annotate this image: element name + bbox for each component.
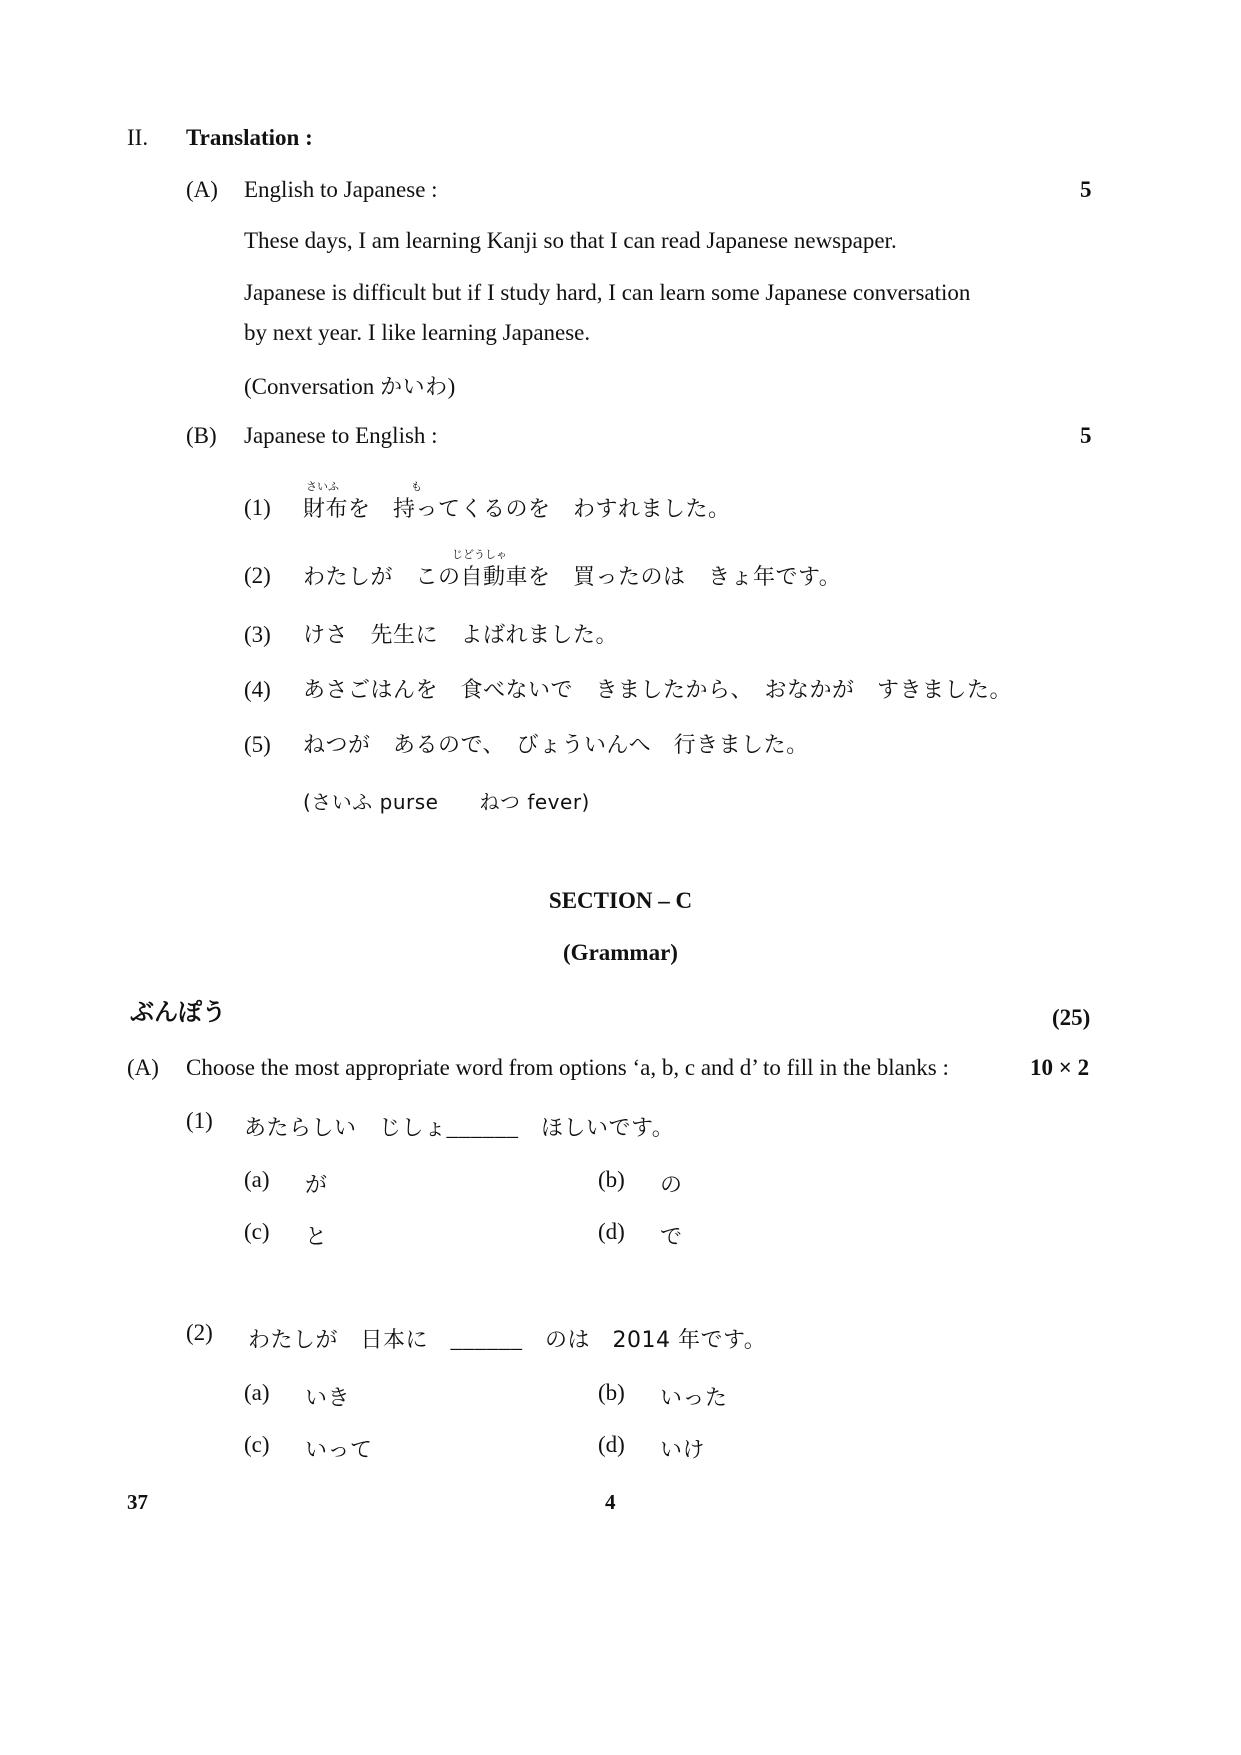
passage-line-2: Japanese is difficult but if I study hard, I can learn some Japanese conversation [244, 280, 971, 305]
furigana-jidousha: じどうしゃ [452, 548, 507, 561]
q1-option-a-label: (a) [244, 1167, 270, 1192]
grammar-part-a-marks: 10 × 2 [1030, 1055, 1090, 1080]
q1-option-d-text: で [660, 1225, 683, 1250]
furigana-mo: も [411, 480, 422, 493]
section-c-subtitle: (Grammar) [563, 940, 678, 965]
grammar-instruction: Choose the most appropriate word from options ‘a, b, c and d’ to fill in the blanks : [186, 1055, 949, 1080]
glossary: (さいふ purse ねつ fever) [303, 790, 590, 814]
q2-option-c-text: いって [305, 1438, 373, 1463]
q2-option-d-text: いけ [660, 1438, 706, 1463]
q1-option-a-text: が [305, 1173, 328, 1198]
q2-text-before: わたしが 日本に [248, 1328, 451, 1353]
furigana-saifu: さいふ [306, 480, 339, 493]
section-number: II. [127, 125, 149, 150]
b-item-3-text: けさ 先生に よばれました。 [303, 623, 619, 648]
q2-option-b-label: (b) [598, 1380, 625, 1405]
section-c-marks: (25) [1052, 1005, 1091, 1030]
b-item-1-number: (1) [244, 495, 271, 520]
q2-number: (2) [186, 1320, 213, 1345]
q1-text-before: あたらしい じしょ [244, 1116, 447, 1141]
q1-text-after: ほしいです。 [518, 1116, 675, 1141]
hint-prefix: (Conversation [244, 374, 381, 399]
part-a-label: (A) [186, 177, 218, 202]
b-item-4-number: (4) [244, 677, 271, 702]
footer-page-number: 4 [605, 1490, 616, 1514]
passage-line-3: by next year. I like learning Japanese. [244, 320, 591, 345]
part-a-title: English to Japanese : [244, 177, 438, 202]
q2-option-a-label: (a) [244, 1380, 270, 1405]
q2-text-after: のは 2014 年です。 [522, 1328, 767, 1353]
b-item-4-text: あさごはんを 食べないで きましたから、 おなかが すきました。 [303, 678, 1013, 703]
q1-option-d-label: (d) [598, 1219, 625, 1244]
hint-japanese: かいわ [380, 375, 448, 400]
part-a-marks: 5 [1080, 177, 1092, 202]
grammar-jp-heading: ぶんぽう [130, 998, 226, 1026]
q1-sentence [244, 1111, 674, 1142]
q1-option-b-text: の [660, 1173, 683, 1198]
q1-option-c-text: と [305, 1225, 328, 1250]
b-item-1-text: 財布を 持ってくるのを わすれました。 [303, 497, 731, 522]
q2-sentence [248, 1323, 766, 1354]
b-item-2-number: (2) [244, 563, 271, 588]
q1-option-c-label: (c) [244, 1219, 270, 1244]
part-b-title: Japanese to English : [244, 423, 438, 448]
passage-line-1: These days, I am learning Kanji so that I can read Japanese newspaper. [244, 228, 897, 253]
part-b-marks: 5 [1080, 423, 1092, 448]
q1-blank: ______ [446, 1115, 519, 1140]
q1-number: (1) [186, 1108, 213, 1133]
b-item-2-text: わたしが この自動車を 買ったのは きょ年です。 [303, 565, 842, 590]
conversation-hint [244, 370, 455, 401]
b-item-5-text: ねつが あるので、 びょういんへ 行きました。 [303, 733, 809, 758]
q2-option-a-text: いき [305, 1386, 351, 1411]
hint-suffix: ) [447, 374, 456, 399]
q1-option-b-label: (b) [598, 1167, 625, 1192]
q2-option-b-text: いった [660, 1386, 728, 1411]
q2-option-c-label: (c) [244, 1432, 270, 1457]
q2-blank: ______ [450, 1327, 523, 1352]
q2-option-d-label: (d) [598, 1432, 625, 1457]
b-item-5-number: (5) [244, 732, 271, 757]
section-heading: Translation : [186, 125, 313, 150]
part-b-label: (B) [186, 423, 217, 448]
section-c-title: SECTION – C [548, 888, 693, 913]
footer-code: 37 [127, 1490, 148, 1514]
b-item-3-number: (3) [244, 622, 271, 647]
grammar-part-a-label: (A) [127, 1055, 159, 1080]
